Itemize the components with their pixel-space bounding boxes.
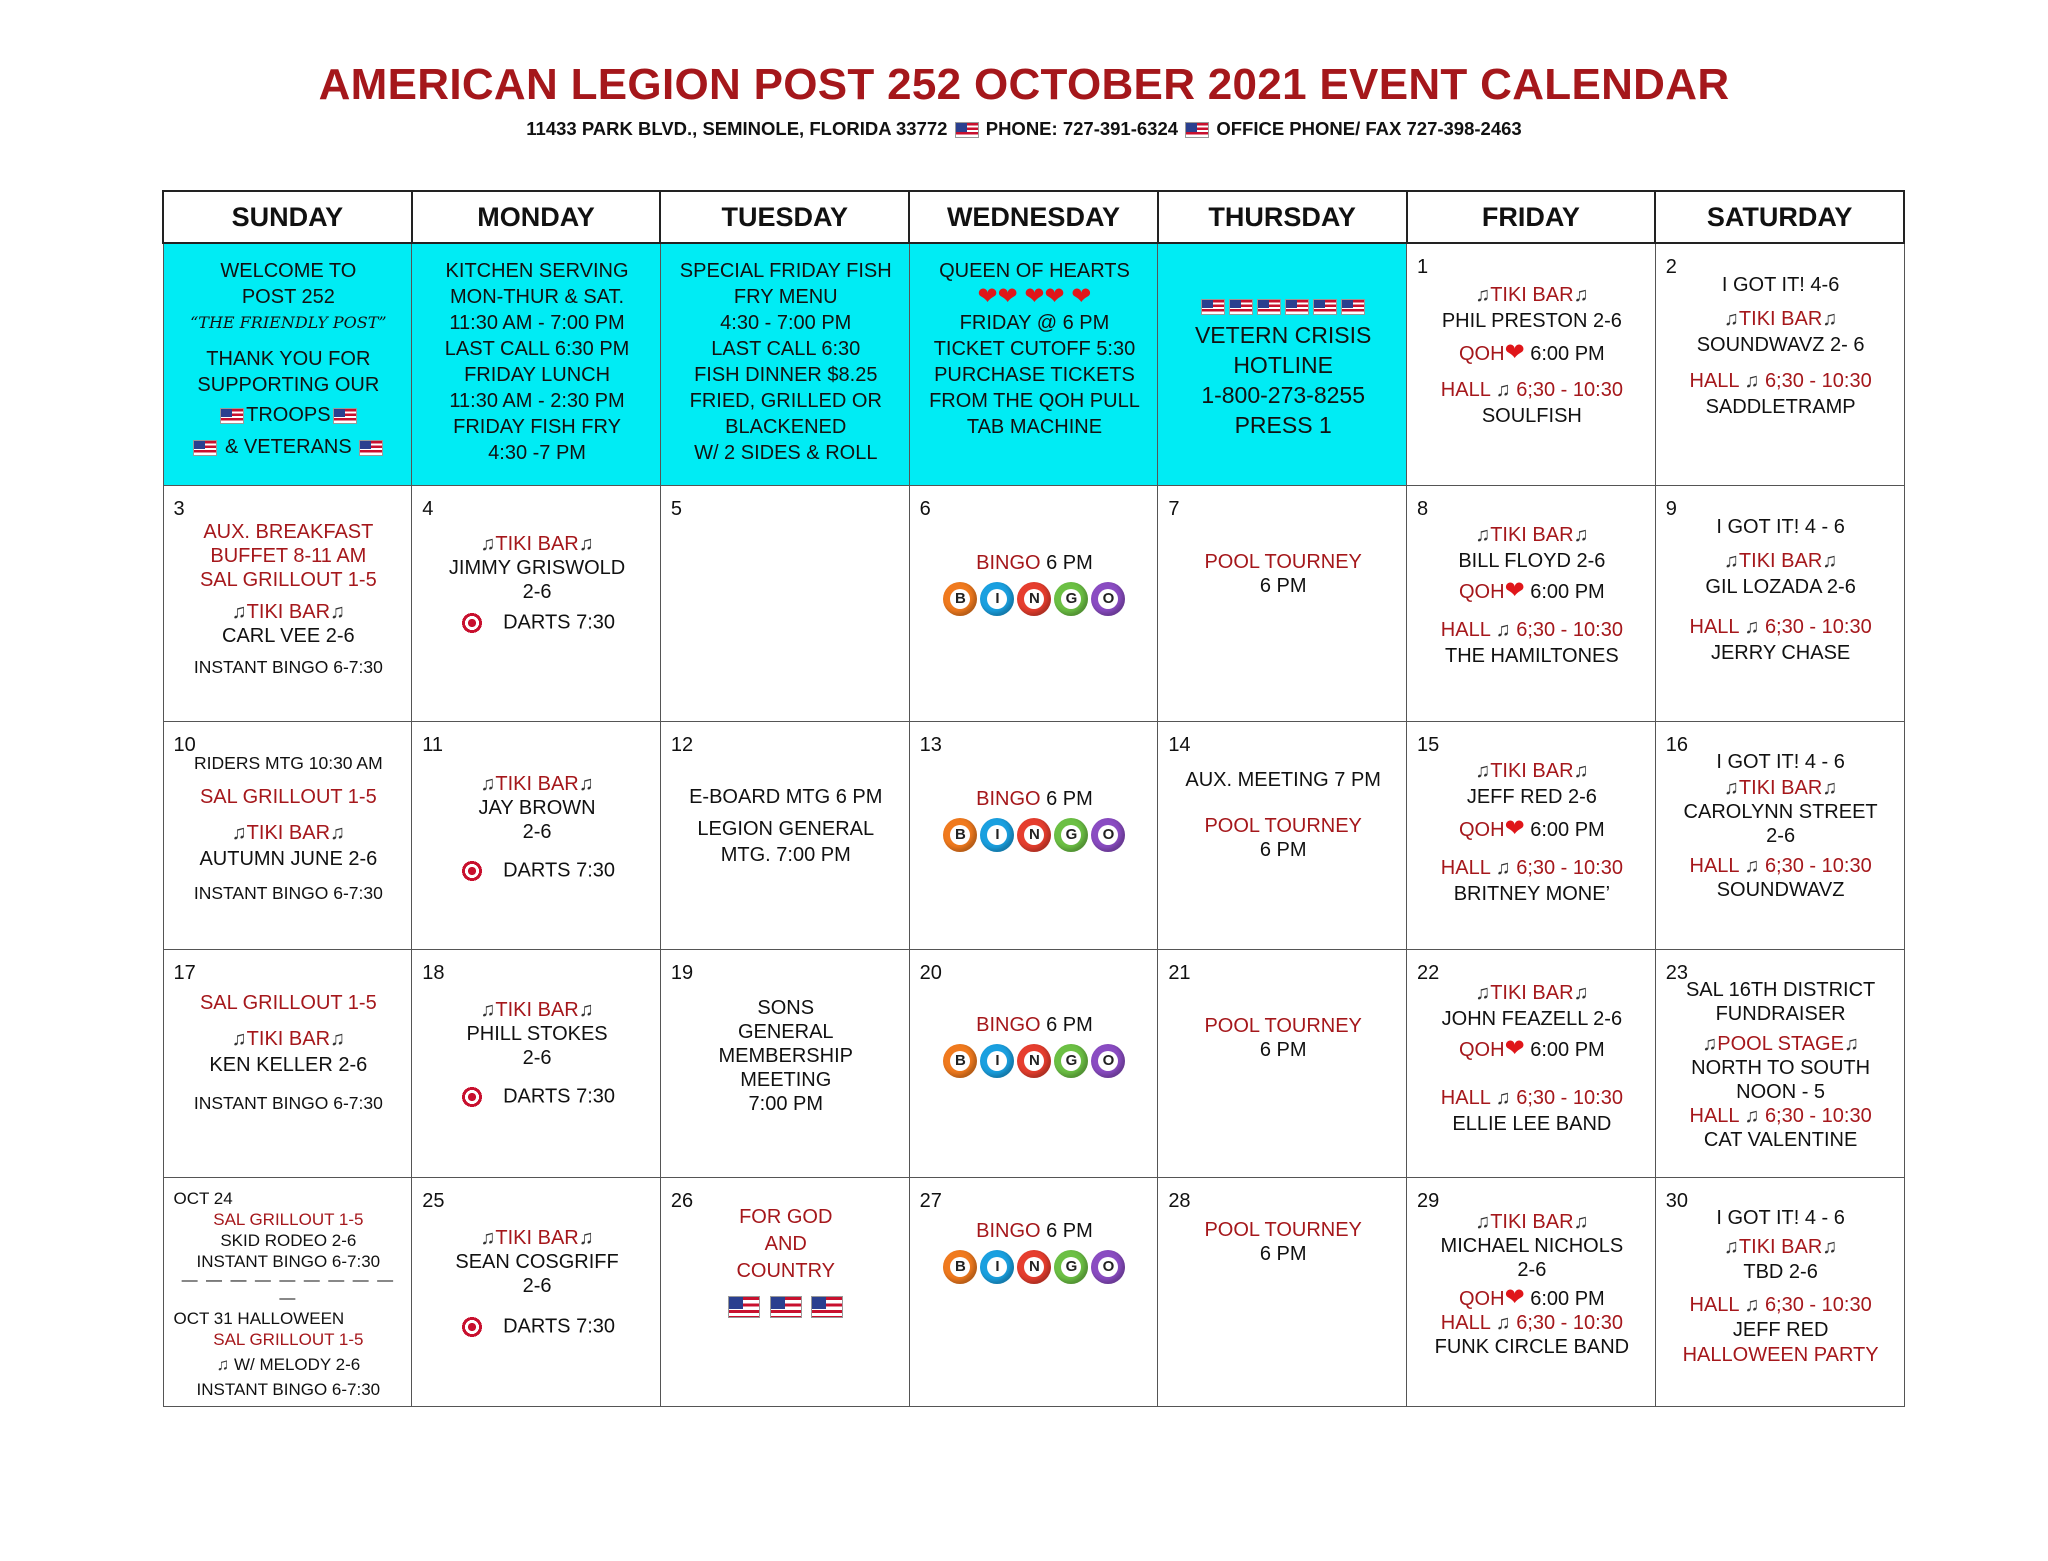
divider: — — — — — — — — — —: [181, 1272, 396, 1307]
music-note-icon: ♫: [1475, 1211, 1491, 1233]
week-row: [163, 243, 1904, 486]
day-cell-23: 23 SAL 16TH DISTRICT FUNDRAISER ♫POOL STAGE♫ NORTH TO SOUTH NOON - 5 HALL ♫ 6;30 - 10:30 CAT VALENTINE: [1655, 950, 1904, 1178]
music-note-icon: ♫: [231, 1028, 247, 1050]
day-number: 3: [173, 498, 185, 520]
day-number: 2: [1665, 256, 1677, 278]
day-cell-25: 25 ♫TIKI BAR♫ SEAN COSGRIFF 2-6 DARTS 7:30: [412, 1178, 661, 1407]
music-note-icon: ♫: [1723, 777, 1739, 799]
day-cell-4: 4 ♫TIKI BAR♫ JIMMY GRISWOLD 2-6 DARTS 7:30: [412, 486, 661, 722]
music-note-icon: ♫: [1723, 1236, 1739, 1258]
day-number: 30: [1665, 1190, 1688, 1212]
day-number: 1: [1417, 256, 1429, 278]
day-number: 11: [422, 734, 443, 756]
day-cell-26: 26 FOR GOD AND COUNTRY: [660, 1178, 909, 1407]
day-number: 18: [422, 962, 445, 984]
day-cell-17: 17 SAL GRILLOUT 1-5 ♫TIKI BAR♫ KEN KELLER 2-6 INSTANT BINGO 6-7:30: [163, 950, 412, 1178]
day-number: 25: [422, 1190, 445, 1212]
weekday-wednesday: WEDNESDAY: [909, 191, 1158, 243]
day-number: 26: [670, 1190, 694, 1212]
music-note-icon: ♫: [480, 999, 496, 1021]
day-cell-12: 12 E-BOARD MTG 6 PM LEGION GENERAL MTG. 7:00 PM: [660, 722, 909, 950]
page-title: AMERICAN LEGION POST 252 OCTOBER 2021 EVENT CALENDAR: [318, 60, 1730, 109]
day-number: 29: [1417, 1190, 1440, 1212]
hearts-icon: ❤❤ ❤❤ ❤: [977, 283, 1092, 310]
heart-icon: ❤: [1504, 339, 1525, 366]
day-cell-16: 16 I GOT IT! 4 - 6 ♫TIKI BAR♫ CAROLYNN STREET 2-6 HALL ♫ 6;30 - 10:30 SOUNDWAVZ: [1655, 722, 1904, 950]
us-flag-icon: [333, 408, 357, 424]
day-label: OCT 24: [173, 1189, 233, 1208]
music-note-icon: ♫: [1723, 550, 1739, 572]
dartboard-icon: [459, 1314, 485, 1340]
us-flag-icon: [770, 1296, 802, 1318]
day-number: 22: [1417, 962, 1440, 984]
music-note-icon: ♫: [231, 822, 247, 844]
music-note-icon: ♫: [1744, 855, 1760, 877]
day-number: 27: [919, 1190, 942, 1212]
day-cell-30: 30 I GOT IT! 4 - 6 ♫TIKI BAR♫ TBD 2-6 HALL ♫ 6;30 - 10:30 JEFF RED HALLOWEEN PARTY: [1655, 1178, 1904, 1407]
week-row: [163, 486, 1904, 722]
music-note-icon: ♫: [1495, 857, 1511, 879]
us-flag-icon: [359, 440, 383, 456]
music-note-icon: ♫: [1495, 1312, 1511, 1334]
music-note-icon: ♫: [1475, 284, 1491, 306]
music-note-icon: ♫: [330, 1028, 346, 1050]
day-number: 21: [1168, 962, 1191, 984]
music-note-icon: ♫: [1822, 550, 1838, 572]
day-number: 9: [1665, 498, 1677, 520]
music-note-icon: ♫: [1495, 379, 1511, 401]
heart-icon: ❤: [1504, 815, 1525, 842]
heart-icon: ❤: [1504, 577, 1525, 604]
heart-icon: ❤: [1504, 1284, 1525, 1311]
day-number: 23: [1665, 962, 1688, 984]
day-number: 14: [1168, 734, 1191, 756]
day-cell-24-31: OCT 24 SAL GRILLOUT 1-5 SKID RODEO 2-6 INSTANT BINGO 6-7:30 — — — — — — — — — — OCT 31 HALLOWEEN SAL GRILLOUT 1-5 ♫ W/ MELODY 2-6 INSTANT BINGO 6-7:30: [163, 1178, 412, 1407]
us-flag-icon: [1257, 299, 1281, 315]
info-welcome: WELCOME TO POST 252 “THE FRIENDLY POST” THANK YOU FOR SUPPORTING OUR TROOPS & VETERANS: [163, 243, 412, 486]
info-fish-fry: SPECIAL FRIDAY FISH FRY MENU 4:30 - 7:00 PM LAST CALL 6:30 FISH DINNER $8.25 FRIED, GRILLED OR BLACKENED W/ 2 SIDES & ROLL: [660, 243, 909, 486]
weekday-thursday: THURSDAY: [1158, 191, 1407, 243]
music-note-icon: ♫: [1702, 1033, 1718, 1055]
dartboard-icon: [459, 858, 485, 884]
music-note-icon: ♫: [1822, 777, 1838, 799]
us-flag-icon: [728, 1296, 760, 1318]
day-number: 28: [1168, 1190, 1191, 1212]
us-flag-icon: [1229, 299, 1253, 315]
bingo-balls-icon: B I N G O: [943, 1044, 1125, 1078]
day-cell-3: 3 AUX. BREAKFAST BUFFET 8-11 AM SAL GRILLOUT 1-5 ♫TIKI BAR♫ CARL VEE 2-6 INSTANT BINGO 6-7:30: [163, 486, 412, 722]
day-cell-1: 1 ♫TIKI BAR♫ PHIL PRESTON 2-6 QOH❤ 6:00 PM HALL ♫ 6;30 - 10:30 SOULFISH: [1407, 243, 1656, 486]
day-cell-7: 7 POOL TOURNEY 6 PM: [1158, 486, 1407, 722]
music-note-icon: ♫: [1822, 308, 1838, 330]
day-number: 7: [1168, 498, 1180, 520]
day-cell-14: 14 AUX. MEETING 7 PM POOL TOURNEY 6 PM: [1158, 722, 1407, 950]
bingo-balls-icon: B I N G O: [943, 818, 1125, 852]
day-cell-22: 22 ♫TIKI BAR♫ JOHN FEAZELL 2-6 QOH❤ 6:00 PM HALL ♫ 6;30 - 10:30 ELLIE LEE BAND: [1407, 950, 1656, 1178]
day-cell-19: 19 SONS GENERAL MEMBERSHIP MEETING 7:00 PM: [660, 950, 909, 1178]
music-note-icon: ♫: [578, 773, 594, 795]
us-flag-icon: [1285, 299, 1309, 315]
music-note-icon: ♫: [231, 601, 247, 623]
weekday-tuesday: TUESDAY: [660, 191, 909, 243]
day-label: OCT 31 HALLOWEEN: [173, 1309, 345, 1328]
day-cell-15: 15 ♫TIKI BAR♫ JEFF RED 2-6 QOH❤ 6:00 PM HALL ♫ 6;30 - 10:30 BRITNEY MONE’: [1407, 722, 1656, 950]
music-note-icon: ♫: [1723, 308, 1739, 330]
music-note-icon: ♫: [1573, 1211, 1589, 1233]
bingo-balls-icon: B I N G O: [943, 1250, 1125, 1284]
day-number: 13: [919, 734, 942, 756]
music-note-icon: ♫: [1475, 982, 1491, 1004]
weekday-friday: FRIDAY: [1407, 191, 1656, 243]
music-note-icon: ♫: [216, 1355, 230, 1374]
music-note-icon: ♫: [1843, 1033, 1859, 1055]
day-number: 5: [670, 498, 683, 520]
day-cell-27: 27 BINGO 6 PM B I N G O: [909, 1178, 1158, 1407]
music-note-icon: ♫: [1573, 284, 1589, 306]
music-note-icon: ♫: [1744, 616, 1760, 638]
page-subtitle: [0, 118, 2048, 140]
day-cell-11: 11 ♫TIKI BAR♫ JAY BROWN 2-6 DARTS 7:30: [412, 722, 661, 950]
day-number: 8: [1417, 498, 1429, 520]
music-note-icon: ♫: [480, 773, 496, 795]
phone-text: PHONE: 727-391-6324: [985, 118, 1179, 139]
day-number: 20: [919, 962, 942, 984]
day-number: 19: [670, 962, 694, 984]
day-cell-20: 20 BINGO 6 PM B I N G O: [909, 950, 1158, 1178]
day-cell-9: 9 I GOT IT! 4 - 6 ♫TIKI BAR♫ GIL LOZADA 2-6 HALL ♫ 6;30 - 10:30 JERRY CHASE: [1655, 486, 1904, 722]
weekday-sunday: SUNDAY: [163, 191, 412, 243]
day-number: 10: [173, 734, 196, 756]
music-note-icon: ♫: [1475, 760, 1491, 782]
us-flag-icon: [811, 1296, 843, 1318]
day-number: 6: [919, 498, 931, 520]
event-calendar: [162, 190, 1905, 1407]
music-note-icon: ♫: [1495, 1087, 1511, 1109]
us-flag-icon: [1341, 299, 1365, 315]
day-number: 15: [1417, 734, 1440, 756]
heart-icon: ❤: [1504, 1035, 1525, 1062]
info-queen-of-hearts: QUEEN OF HEARTS ❤❤ ❤❤ ❤ FRIDAY @ 6 PM TICKET CUTOFF 5:30 PURCHASE TICKETS FROM THE QOH PULL TAB MACHINE: [909, 243, 1158, 486]
music-note-icon: ♫: [578, 1227, 594, 1249]
day-cell-6: 6 BINGO 6 PM B I N G O: [909, 486, 1158, 722]
music-note-icon: ♫: [330, 822, 346, 844]
day-number: 16: [1665, 734, 1688, 756]
day-number: 12: [670, 734, 694, 756]
day-cell-18: 18 ♫TIKI BAR♫ PHILL STOKES 2-6 DARTS 7:30: [412, 950, 661, 1178]
bingo-balls-icon: B I N G O: [943, 582, 1125, 616]
dartboard-icon: [459, 610, 485, 636]
day-cell-2: 2 I GOT IT! 4-6 ♫TIKI BAR♫ SOUNDWAVZ 2- 6 HALL ♫ 6;30 - 10:30 SADDLETRAMP: [1655, 243, 1904, 486]
music-note-icon: ♫: [1573, 524, 1589, 546]
music-note-icon: ♫: [1744, 370, 1760, 392]
week-row: [163, 950, 1904, 1178]
week-row: [163, 722, 1904, 950]
us-flag-icon: [193, 440, 217, 456]
address-text: 11433 PARK BLVD., SEMINOLE, FLORIDA 33772: [526, 118, 948, 139]
info-crisis-hotline: VETERN CRISIS HOTLINE 1-800-273-8255 PRESS 1: [1158, 243, 1407, 486]
music-note-icon: ♫: [578, 999, 594, 1021]
day-cell-13: 13 BINGO 6 PM B I N G O: [909, 722, 1158, 950]
us-flag-icon: [1201, 299, 1225, 315]
music-note-icon: ♫: [1744, 1105, 1760, 1127]
dartboard-icon: [459, 1084, 485, 1110]
music-note-icon: ♫: [330, 601, 346, 623]
day-cell-28: 28 POOL TOURNEY 6 PM: [1158, 1178, 1407, 1407]
music-note-icon: ♫: [1573, 982, 1589, 1004]
info-kitchen: KITCHEN SERVING MON-THUR & SAT. 11:30 AM - 7:00 PM LAST CALL 6:30 PM FRIDAY LUNCH 11:30 AM - 2:30 PM FRIDAY FISH FRY 4:30 -7 PM: [412, 243, 661, 486]
us-flag-icon: [220, 408, 244, 424]
day-cell-21: 21 POOL TOURNEY 6 PM: [1158, 950, 1407, 1178]
day-cell-8: 8 ♫TIKI BAR♫ BILL FLOYD 2-6 QOH❤ 6:00 PM HALL ♫ 6;30 - 10:30 THE HAMILTONES: [1407, 486, 1656, 722]
day-number: 4: [422, 498, 434, 520]
weekday-header-row: [163, 191, 1904, 243]
music-note-icon: ♫: [1573, 760, 1589, 782]
week-row: [163, 1178, 1904, 1407]
music-note-icon: ♫: [578, 533, 594, 555]
day-cell-5: [660, 486, 909, 722]
day-number: 17: [173, 962, 196, 984]
day-cell-29: 29 ♫TIKI BAR♫ MICHAEL NICHOLS 2-6 QOH❤ 6:00 PM HALL ♫ 6;30 - 10:30 FUNK CIRCLE BAND: [1407, 1178, 1656, 1407]
weekday-saturday: SATURDAY: [1655, 191, 1904, 243]
day-cell-10: 10 RIDERS MTG 10:30 AM SAL GRILLOUT 1-5 ♫TIKI BAR♫ AUTUMN JUNE 2-6 INSTANT BINGO 6-7:30: [163, 722, 412, 950]
music-note-icon: ♫: [1475, 524, 1491, 546]
music-note-icon: ♫: [480, 533, 496, 555]
us-flag-icon: [1313, 299, 1337, 315]
music-note-icon: ♫: [1495, 619, 1511, 641]
flags-row: [1168, 290, 1398, 320]
music-note-icon: ♫: [1744, 1294, 1760, 1316]
weekday-monday: MONDAY: [412, 191, 661, 243]
fax-text: OFFICE PHONE/ FAX 727-398-2463: [1216, 118, 1522, 139]
music-note-icon: ♫: [480, 1227, 496, 1249]
us-flag-icon: [1185, 122, 1209, 138]
us-flag-icon: [955, 122, 979, 138]
music-note-icon: ♫: [1822, 1236, 1838, 1258]
